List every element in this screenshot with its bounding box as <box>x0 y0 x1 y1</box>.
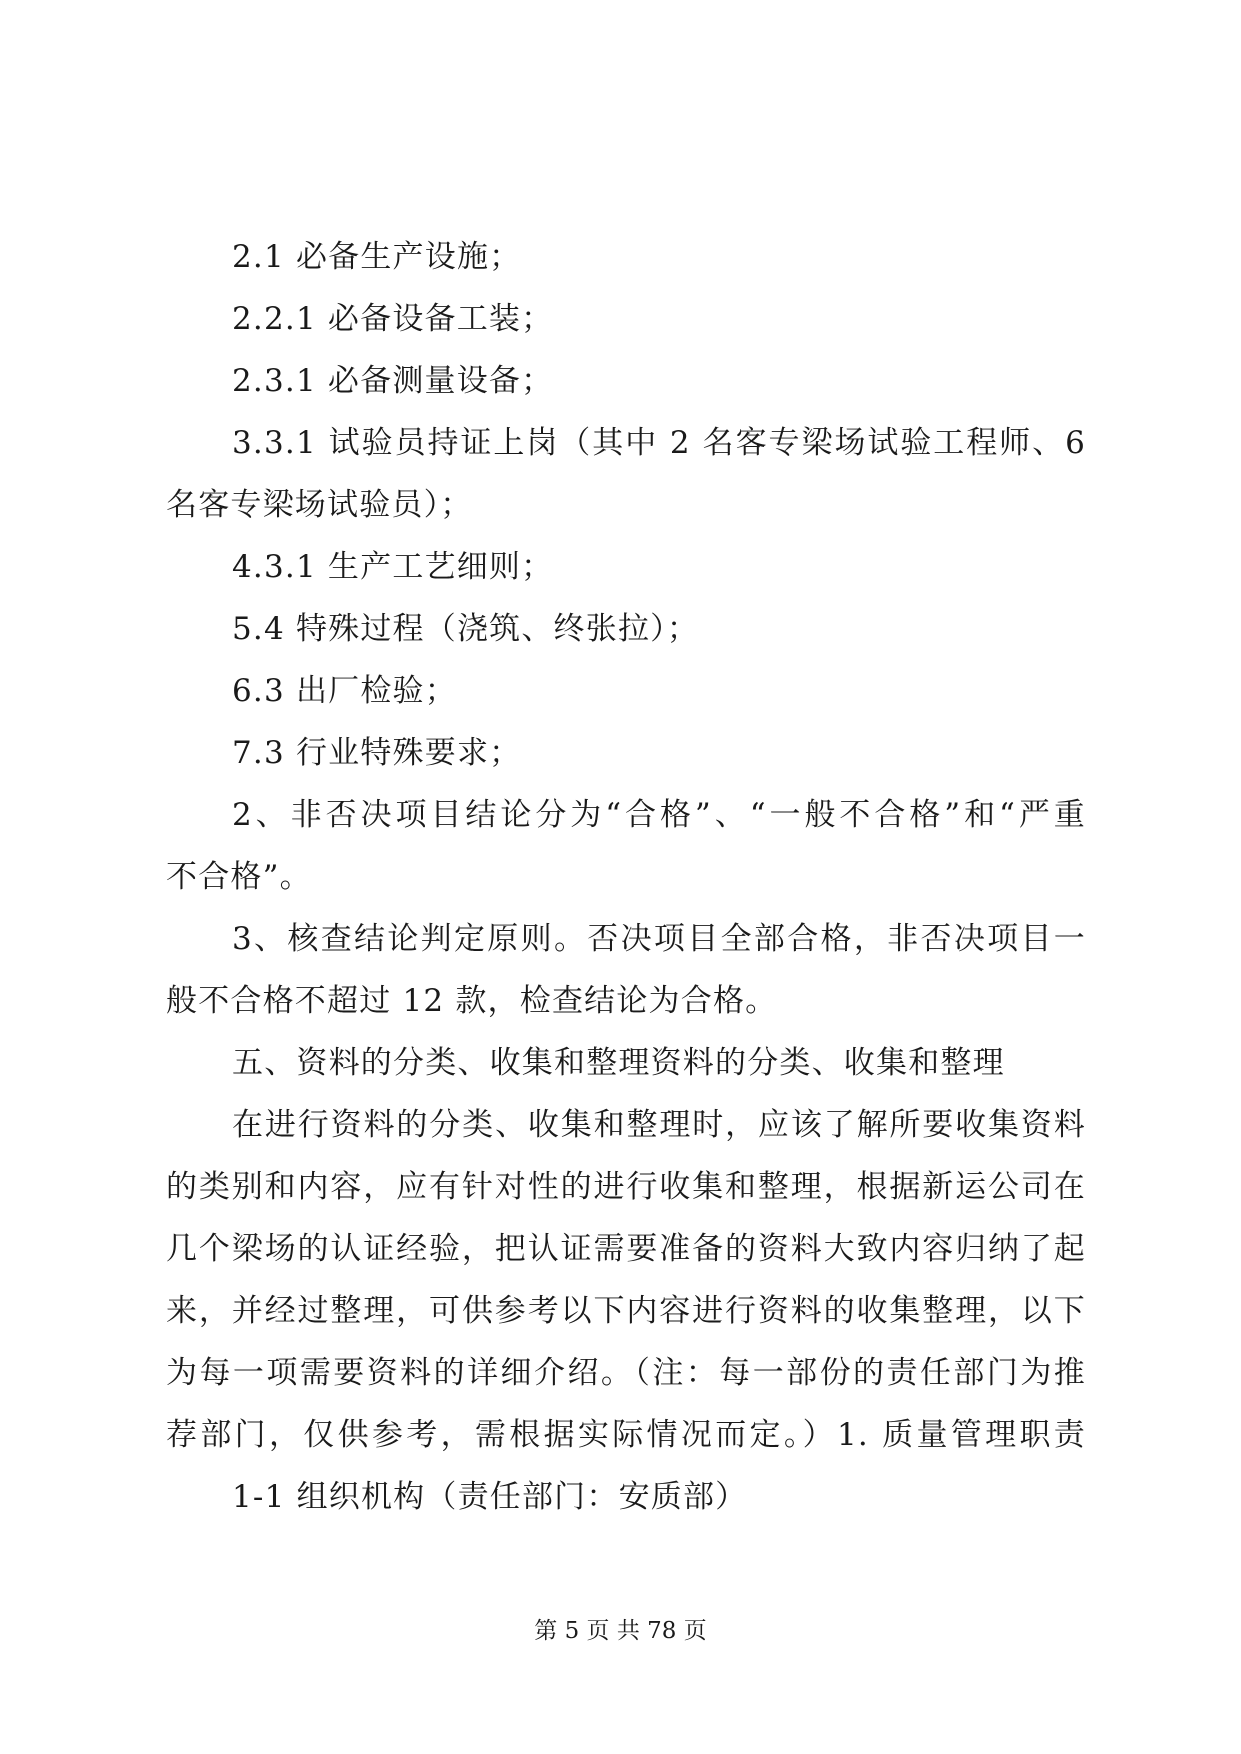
paragraph-line: 几个梁场的认证经验，把认证需要准备的资料大致内容归纳了起 <box>166 1231 1086 1267</box>
paragraph-line: 荐部门，仅供参考，需根据实际情况而定。）1. 质量管理职责 <box>166 1417 1086 1453</box>
paragraph-line: 7.3 行业特殊要求； <box>232 735 522 771</box>
document-body <box>166 226 1086 1528</box>
paragraph-line: 来，并经过整理，可供参考以下内容进行资料的收集整理，以下 <box>166 1293 1086 1329</box>
paragraph-line: 不合格”。 <box>166 859 312 895</box>
paragraph-line: 为每一项需要资料的详细介绍。（注：每一部份的责任部门为推 <box>166 1355 1086 1391</box>
paragraph-line: 般不合格不超过 12 款，检查结论为合格。 <box>166 983 778 1019</box>
paragraph-line: 2.1 必备生产设施； <box>232 239 522 275</box>
page-number-footer: 第 5 页 共 78 页 <box>534 1618 707 1644</box>
paragraph-line: 在进行资料的分类、收集和整理时，应该了解所要收集资料 <box>232 1107 1086 1143</box>
paragraph-line: 2、非否决项目结论分为“合格”、“一般不合格”和“严重 <box>232 797 1086 833</box>
paragraph-line: 2.2.1 必备设备工装； <box>232 301 554 337</box>
paragraph-line: 3、核查结论判定原则。否决项目全部合格，非否决项目一 <box>232 921 1086 957</box>
paragraph-line: 的类别和内容，应有针对性的进行收集和整理，根据新运公司在 <box>166 1169 1086 1205</box>
paragraph-line: 1-1 组织机构（责任部门：安质部） <box>232 1479 748 1515</box>
paragraph-line: 5.4 特殊过程（浇筑、终张拉）； <box>232 611 700 647</box>
paragraph-line: 4.3.1 生产工艺细则； <box>232 549 554 585</box>
section-heading: 五、资料的分类、收集和整理资料的分类、收集和整理 <box>232 1045 1005 1081</box>
paragraph-line: 3.3.1 试验员持证上岗（其中 2 名客专梁场试验工程师、6 <box>232 425 1086 461</box>
paragraph-line: 名客专梁场试验员）； <box>166 487 473 523</box>
paragraph-line: 2.3.1 必备测量设备； <box>232 363 554 399</box>
paragraph-line: 6.3 出厂检验； <box>232 673 457 709</box>
